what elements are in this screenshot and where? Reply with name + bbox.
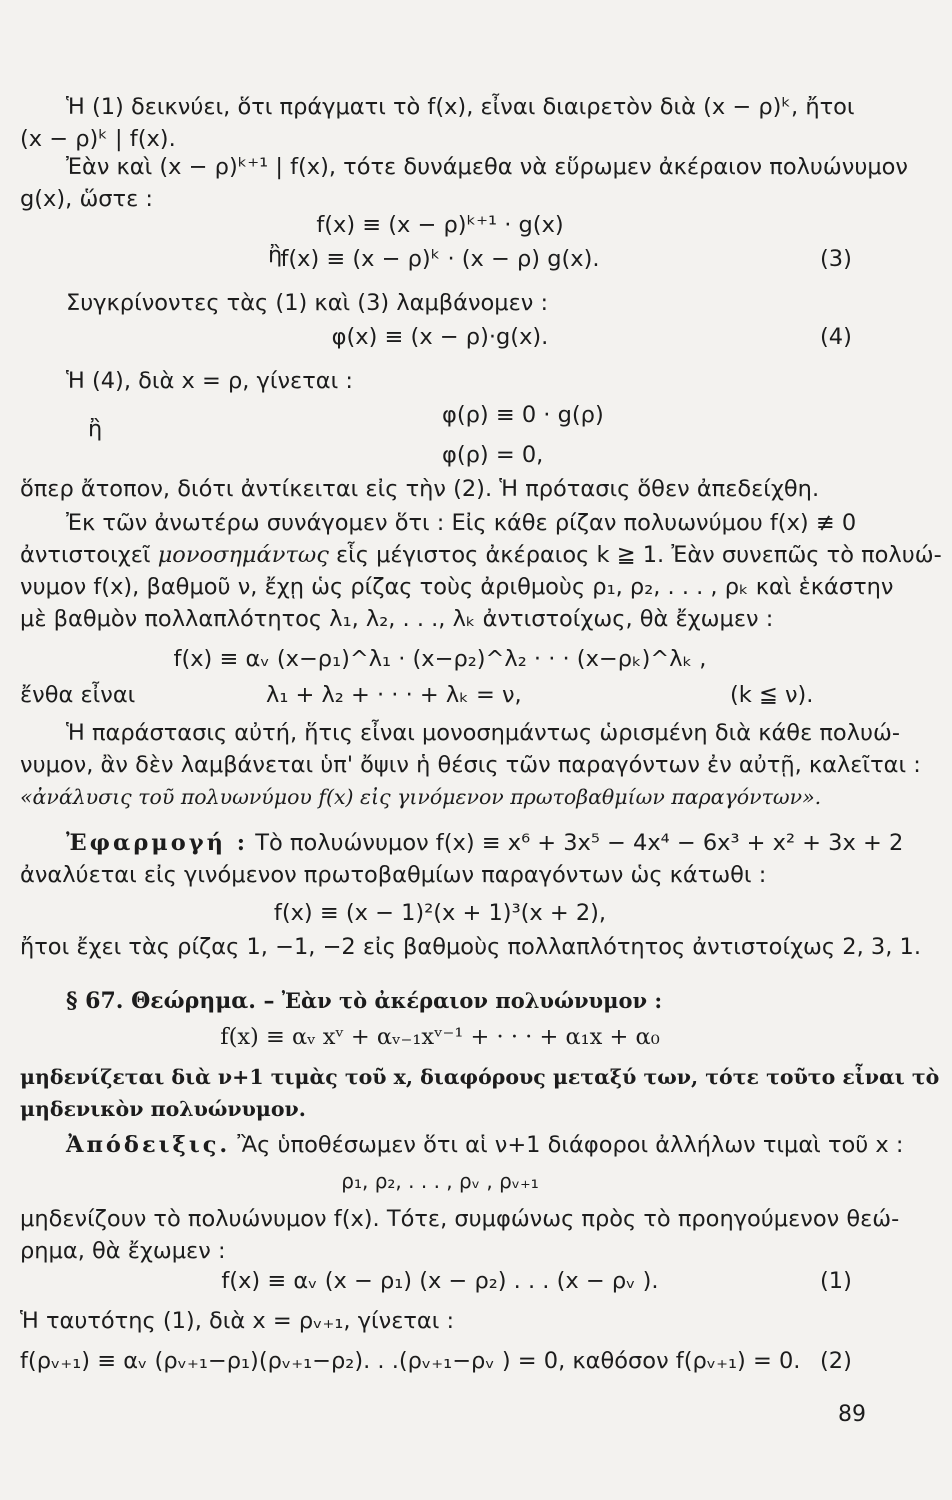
text-line: ὅπερ ἄτοπον, διότι ἀντίκειται εἰς τὴν (2). Ἡ πρότασις ὅθεν ἀπεδείχθη.: [20, 476, 820, 502]
text-fragment: ἔνθα εἶναι: [20, 682, 136, 708]
equation: f(x) ≡ (x − ρ)ᵏ · (x − ρ) g(x).: [280, 246, 600, 272]
text-line: μηδενίζουν τὸ πολυώνυμον f(x). Τότε, συμφώνως πρὸς τὸ προηγούμενον θεώ-: [20, 1206, 900, 1232]
text-line: Συγκρίνοντες τὰς (1) καὶ (3) λαμβάνομεν :: [66, 290, 549, 316]
theorem-statement: μηδενίζεται διὰ ν+1 τιμὰς τοῦ x, διαφόρους μεταξύ των, τότε τοῦτο εἶναι τὸ: [20, 1065, 940, 1089]
theorem-statement: μηδενικὸν πολυώνυμον.: [20, 1097, 306, 1121]
text-line: νυμον, ἂν δὲν λαμβάνεται ὑπ' ὄψιν ἡ θέσις τῶν παραγόντων ἐν αὐτῇ, καλεῖται :: [20, 752, 921, 778]
equation: (k ≦ ν).: [730, 682, 814, 708]
equation-number: (3): [820, 246, 852, 272]
text-line: ρημα, θὰ ἔχωμεν :: [20, 1238, 226, 1264]
equation: λ₁ + λ₂ + · · · + λₖ = ν,: [266, 682, 522, 708]
equation: ρ₁, ρ₂, . . . , ρᵥ , ρᵥ₊₁: [341, 1169, 539, 1193]
proof-label: Ἀπόδειξις.: [66, 1132, 231, 1158]
equation: φ(ρ) = 0,: [442, 442, 544, 468]
text-line: (x − ρ)ᵏ | f(x).: [20, 126, 176, 152]
text-line: «ἀνάλυσις τοῦ πολυωνύμου f(x) εἰς γινόμενον πρωτοβαθμίων παραγόντων».: [20, 785, 822, 809]
theorem-heading: § 67. Θεώρημα. –: [66, 988, 275, 1014]
text-line: [66, 1130, 904, 1160]
equation-number: (1): [820, 1268, 852, 1294]
equation-number: (4): [820, 324, 852, 350]
text-line: Ἡ (1) δεικνύει, ὅτι πράγματι τὸ f(x), εἶναι διαιρετὸν διὰ (x − ρ)ᵏ, ἤτοι: [66, 94, 855, 120]
text-line: Ἐκ τῶν ἀνωτέρω συνάγομεν ὅτι : Εἰς κάθε ρίζαν πολυωνύμου f(x) ≢ 0: [66, 510, 857, 536]
text-fragment: ἀντιστοιχεῖ: [20, 542, 151, 568]
text-line: Ἡ παράστασις αὐτή, ἥτις εἶναι μονοσημάντως ὡρισμένη διὰ κάθε πολυώ-: [66, 720, 900, 746]
text-line: [66, 828, 904, 858]
equation: φ(x) ≡ (x − ρ)·g(x).: [331, 324, 549, 350]
text-fragment: Τὸ πολυώνυμον f(x) ≡ x⁶ + 3x⁵ − 4x⁴ − 6x³ + x² + 3x + 2: [255, 830, 904, 856]
text-fragment: Ἂς ὑποθέσωμεν ὅτι αἱ ν+1 διάφοροι ἀλλήλων τιμαὶ τοῦ x :: [237, 1132, 904, 1158]
equation: f(x) ≡ αᵥ xᵛ + αᵥ₋₁xᵛ⁻¹ + · · · + α₁x + α₀: [220, 1024, 660, 1050]
text-line: Ἐὰν καὶ (x − ρ)ᵏ⁺¹ | f(x), τότε δυνάμεθα νὰ εὕρωμεν ἀκέραιον πολυώνυμον: [66, 154, 909, 180]
text-line: g(x), ὥστε :: [20, 186, 154, 212]
equation: f(x) ≡ αᵥ (x−ρ₁)^λ₁ · (x−ρ₂)^λ₂ · · · (x−ρₖ)^λₖ ,: [173, 646, 707, 672]
text-line: Ἡ ταυτότης (1), διὰ x = ρᵥ₊₁, γίνεται :: [20, 1308, 455, 1334]
text-line: μὲ βαθμὸν πολλαπλότητος λ₁, λ₂, . . ., λₖ ἀντιστοίχως, θὰ ἔχωμεν :: [20, 606, 774, 632]
text-line: [20, 680, 866, 710]
text-line: ἢ: [88, 416, 103, 442]
theorem-statement: Ἐὰν τὸ ἀκέραιον πολυώνυμον :: [281, 988, 663, 1013]
equation: f(x) ≡ (x − 1)²(x + 1)³(x + 2),: [273, 900, 607, 926]
equation: φ(ρ) ≡ 0 · g(ρ): [442, 402, 604, 428]
section-label: Ἐφαρμογή :: [66, 830, 249, 856]
text-fragment: εἷς μέγιστος ἀκέραιος k ≧ 1. Ἐὰν συνεπῶς τὸ πολυώ-: [335, 542, 942, 568]
equation: f(ρᵥ₊₁) ≡ αᵥ (ρᵥ₊₁−ρ₁)(ρᵥ₊₁−ρ₂). . .(ρᵥ₊₁−ρᵥ ) = 0, καθόσον f(ρᵥ₊₁) = 0.: [20, 1348, 801, 1374]
text-line: [66, 986, 866, 1016]
text-line: ἤτοι ἔχει τὰς ρίζας 1, −1, −2 εἰς βαθμοὺς πολλαπλότητος ἀντιστοίχως 2, 3, 1.: [20, 934, 921, 960]
text-line: νυμον f(x), βαθμοῦ ν, ἔχῃ ὡς ρίζας τοὺς ἀριθμοὺς ρ₁, ρ₂, . . . , ρₖ καὶ ἑκάστην: [20, 574, 894, 600]
text-line: [20, 540, 942, 570]
text-line: ἀναλύεται εἰς γινόμενον πρωτοβαθμίων παραγόντων ὡς κάτωθι :: [20, 862, 767, 888]
emphasis: μονοσημάντως: [157, 542, 329, 568]
text-line: ἢ: [268, 242, 283, 268]
text-line: Ἡ (4), διὰ x = ρ, γίνεται :: [66, 368, 353, 394]
page-number: 89: [838, 1402, 866, 1427]
equation: f(x) ≡ αᵥ (x − ρ₁) (x − ρ₂) . . . (x − ρᵥ ).: [221, 1268, 659, 1294]
equation-number: (2): [820, 1348, 852, 1374]
equation: f(x) ≡ (x − ρ)ᵏ⁺¹ · g(x): [316, 212, 564, 238]
